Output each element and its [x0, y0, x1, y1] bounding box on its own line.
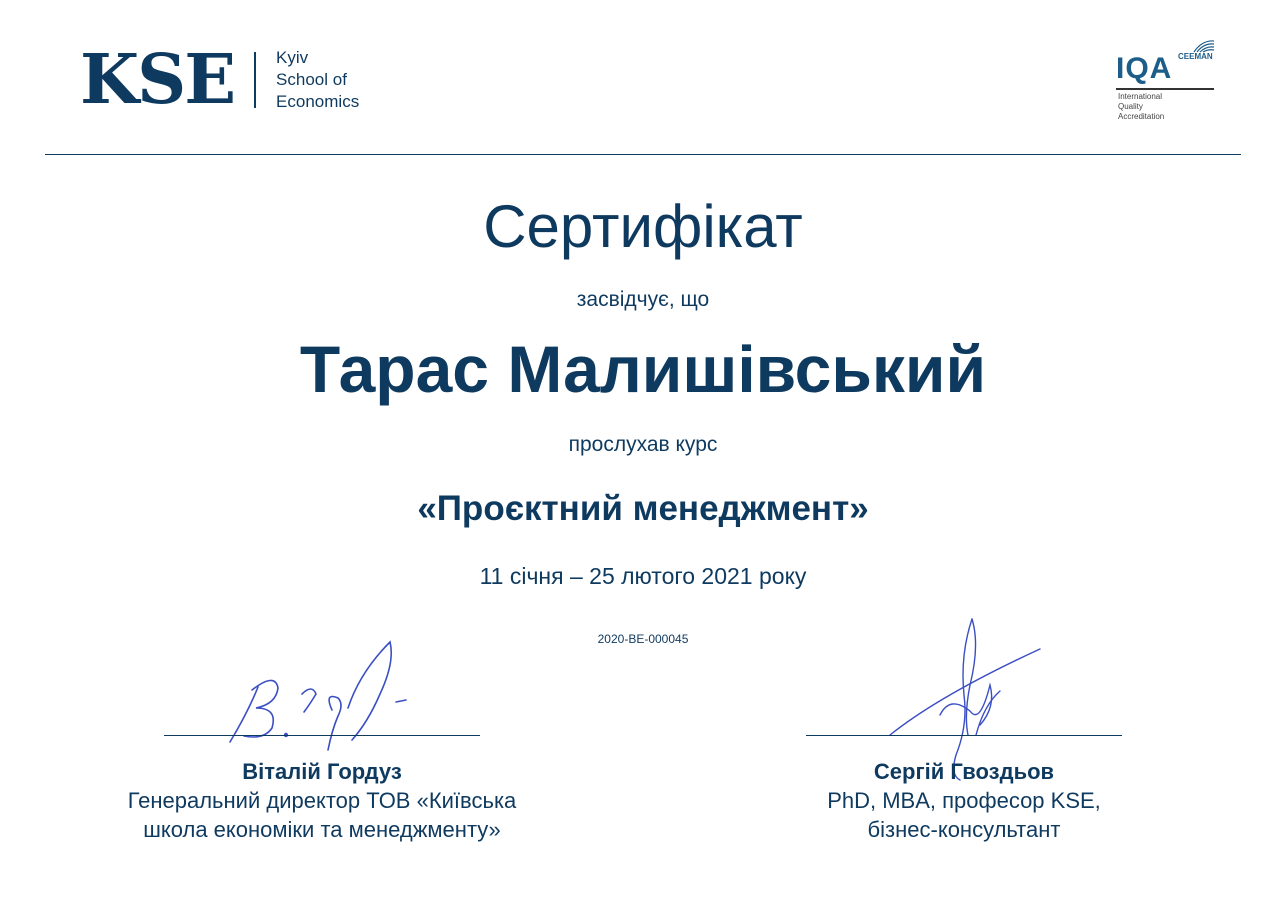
kse-logo-divider — [254, 52, 256, 108]
iqa-logo-mark: IQA — [1116, 52, 1173, 85]
signer-role: бізнес-консультант — [867, 817, 1061, 842]
iqa-logo-line: Accreditation — [1118, 112, 1165, 121]
signature-line-left — [164, 735, 480, 736]
signer-name: Сергій Гвоздьов — [873, 759, 1055, 784]
kse-logo — [80, 40, 360, 120]
signer-role: школа економіки та менеджменту» — [143, 817, 501, 842]
signature-line-right — [806, 735, 1122, 736]
recipient-name: Тарас Малишівський — [299, 332, 987, 406]
kse-logo-mark: KSE — [80, 40, 235, 120]
signer-role: Генеральний директор ТОВ «Київська — [127, 788, 517, 813]
kse-logo-line: School of — [276, 70, 347, 89]
course-name: «Проєктний менеджмент» — [417, 489, 869, 528]
certifies-text: засвідчує, що — [576, 288, 710, 311]
signer-left — [62, 758, 582, 844]
iqa-logo-line: Quality — [1118, 102, 1143, 111]
kse-logo-text — [276, 47, 359, 113]
iqa-logo — [1116, 38, 1216, 124]
header-divider — [45, 154, 1241, 155]
kse-logo-line: Kyiv — [276, 48, 309, 67]
signature-left — [220, 632, 420, 762]
signer-role: PhD, MBA, професор KSE, — [827, 788, 1101, 813]
kse-logo-line: Economics — [276, 92, 360, 111]
completed-text: прослухав курс — [568, 433, 718, 456]
iqa-logo-rule — [1116, 88, 1214, 90]
certificate-title: Сертифікат — [483, 193, 803, 260]
iqa-logo-subtitle — [1118, 92, 1164, 122]
signer-name: Віталій Гордуз — [242, 759, 402, 784]
certificate-id: 2020-BE-000045 — [597, 632, 689, 646]
course-dates: 11 січня – 25 лютого 2021 року — [479, 563, 807, 589]
ceeman-label: CEEMAN — [1178, 52, 1213, 61]
iqa-logo-line: International — [1118, 92, 1163, 101]
signer-right — [704, 758, 1224, 844]
